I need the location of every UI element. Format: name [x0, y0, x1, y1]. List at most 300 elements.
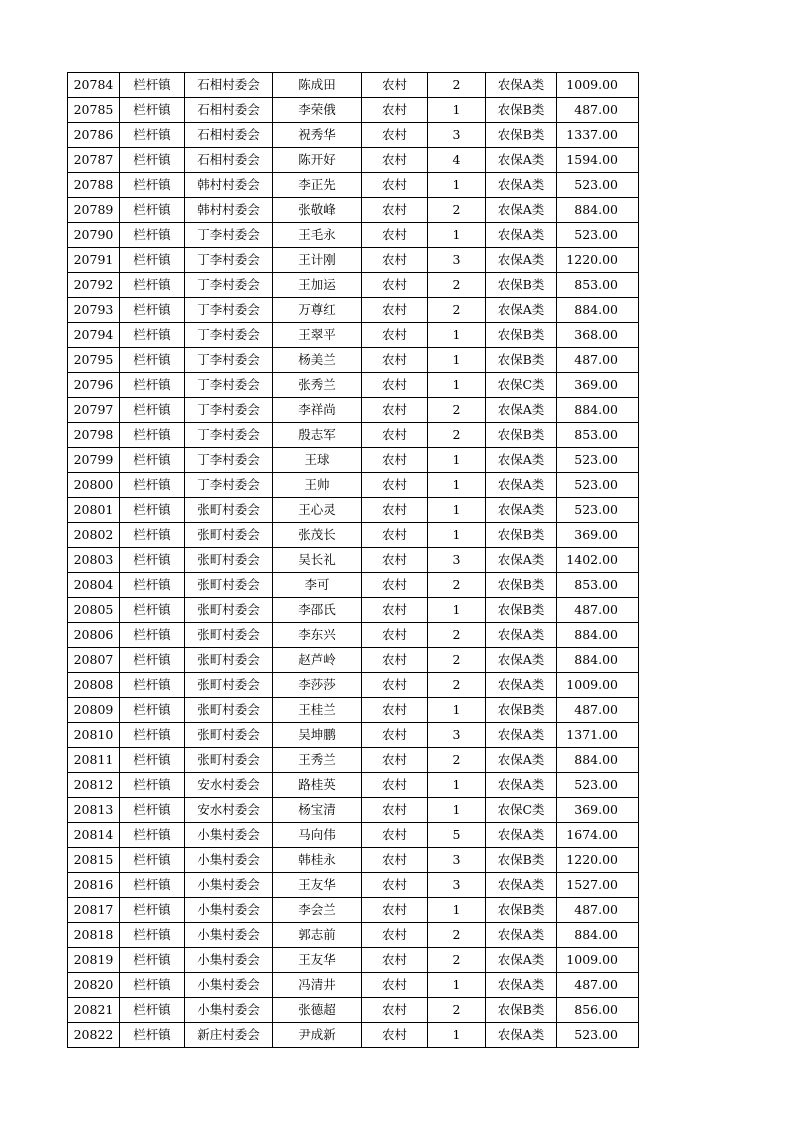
category-cell: 农保A类 — [486, 773, 557, 798]
id-cell: 20789 — [68, 198, 120, 223]
table-row — [68, 898, 639, 923]
amount-cell: 884.00 — [557, 298, 639, 323]
name-cell: 杨美兰 — [273, 348, 362, 373]
village-cell: 石相村委会 — [185, 73, 273, 98]
table-row — [68, 773, 639, 798]
table-row — [68, 923, 639, 948]
name-cell: 王友华 — [273, 948, 362, 973]
count-cell: 1 — [428, 973, 486, 998]
id-cell: 20792 — [68, 273, 120, 298]
table-row — [68, 598, 639, 623]
town-cell: 栏杆镇 — [120, 498, 185, 523]
amount-cell: 369.00 — [557, 373, 639, 398]
table-row — [68, 348, 639, 373]
count-cell: 2 — [428, 198, 486, 223]
count-cell: 1 — [428, 98, 486, 123]
table-row — [68, 223, 639, 248]
name-cell: 李荣俄 — [273, 98, 362, 123]
amount-cell: 853.00 — [557, 573, 639, 598]
id-cell: 20803 — [68, 548, 120, 573]
name-cell: 尹成新 — [273, 1023, 362, 1048]
village-cell: 丁李村委会 — [185, 373, 273, 398]
id-cell: 20794 — [68, 323, 120, 348]
amount-cell: 487.00 — [557, 348, 639, 373]
type-cell: 农村 — [362, 573, 428, 598]
village-cell: 丁李村委会 — [185, 448, 273, 473]
village-cell: 张町村委会 — [185, 498, 273, 523]
village-cell: 韩村村委会 — [185, 198, 273, 223]
name-cell: 吴坤鹏 — [273, 723, 362, 748]
village-cell: 丁李村委会 — [185, 223, 273, 248]
category-cell: 农保A类 — [486, 648, 557, 673]
town-cell: 栏杆镇 — [120, 173, 185, 198]
village-cell: 丁李村委会 — [185, 323, 273, 348]
type-cell: 农村 — [362, 248, 428, 273]
count-cell: 2 — [428, 298, 486, 323]
count-cell: 2 — [428, 273, 486, 298]
table-row — [68, 323, 639, 348]
category-cell: 农保A类 — [486, 298, 557, 323]
name-cell: 陈开好 — [273, 148, 362, 173]
table-row — [68, 473, 639, 498]
category-cell: 农保B类 — [486, 598, 557, 623]
category-cell: 农保A类 — [486, 623, 557, 648]
id-cell: 20810 — [68, 723, 120, 748]
name-cell: 杨宝清 — [273, 798, 362, 823]
category-cell: 农保B类 — [486, 273, 557, 298]
amount-cell: 1009.00 — [557, 673, 639, 698]
amount-cell: 884.00 — [557, 398, 639, 423]
name-cell: 万尊红 — [273, 298, 362, 323]
village-cell: 小集村委会 — [185, 973, 273, 998]
amount-cell: 1009.00 — [557, 73, 639, 98]
village-cell: 小集村委会 — [185, 848, 273, 873]
type-cell: 农村 — [362, 473, 428, 498]
id-cell: 20805 — [68, 598, 120, 623]
amount-cell: 856.00 — [557, 998, 639, 1023]
name-cell: 赵芦岭 — [273, 648, 362, 673]
town-cell: 栏杆镇 — [120, 723, 185, 748]
id-cell: 20806 — [68, 623, 120, 648]
amount-cell: 523.00 — [557, 773, 639, 798]
category-cell: 农保A类 — [486, 923, 557, 948]
amount-cell: 1220.00 — [557, 848, 639, 873]
town-cell: 栏杆镇 — [120, 998, 185, 1023]
category-cell: 农保A类 — [486, 473, 557, 498]
type-cell: 农村 — [362, 623, 428, 648]
name-cell: 李东兴 — [273, 623, 362, 648]
table-row — [68, 198, 639, 223]
id-cell: 20816 — [68, 873, 120, 898]
id-cell: 20812 — [68, 773, 120, 798]
town-cell: 栏杆镇 — [120, 748, 185, 773]
category-cell: 农保A类 — [486, 498, 557, 523]
table-row — [68, 448, 639, 473]
name-cell: 王毛永 — [273, 223, 362, 248]
town-cell: 栏杆镇 — [120, 973, 185, 998]
village-cell: 小集村委会 — [185, 823, 273, 848]
id-cell: 20808 — [68, 673, 120, 698]
id-cell: 20797 — [68, 398, 120, 423]
type-cell: 农村 — [362, 73, 428, 98]
type-cell: 农村 — [362, 448, 428, 473]
count-cell: 3 — [428, 848, 486, 873]
table-row — [68, 673, 639, 698]
type-cell: 农村 — [362, 273, 428, 298]
village-cell: 丁李村委会 — [185, 348, 273, 373]
category-cell: 农保A类 — [486, 973, 557, 998]
town-cell: 栏杆镇 — [120, 98, 185, 123]
village-cell: 张町村委会 — [185, 723, 273, 748]
category-cell: 农保A类 — [486, 173, 557, 198]
amount-cell: 884.00 — [557, 648, 639, 673]
count-cell: 5 — [428, 823, 486, 848]
category-cell: 农保B类 — [486, 98, 557, 123]
village-cell: 张町村委会 — [185, 598, 273, 623]
category-cell: 农保A类 — [486, 948, 557, 973]
category-cell: 农保B类 — [486, 573, 557, 598]
table-row — [68, 523, 639, 548]
id-cell: 20822 — [68, 1023, 120, 1048]
town-cell: 栏杆镇 — [120, 273, 185, 298]
type-cell: 农村 — [362, 723, 428, 748]
count-cell: 3 — [428, 873, 486, 898]
id-cell: 20821 — [68, 998, 120, 1023]
name-cell: 王帅 — [273, 473, 362, 498]
amount-cell: 1527.00 — [557, 873, 639, 898]
count-cell: 1 — [428, 473, 486, 498]
type-cell: 农村 — [362, 948, 428, 973]
table-row — [68, 498, 639, 523]
id-cell: 20786 — [68, 123, 120, 148]
town-cell: 栏杆镇 — [120, 698, 185, 723]
count-cell: 1 — [428, 1023, 486, 1048]
table-row — [68, 848, 639, 873]
id-cell: 20784 — [68, 73, 120, 98]
amount-cell: 1594.00 — [557, 148, 639, 173]
id-cell: 20798 — [68, 423, 120, 448]
town-cell: 栏杆镇 — [120, 923, 185, 948]
count-cell: 2 — [428, 998, 486, 1023]
category-cell: 农保B类 — [486, 848, 557, 873]
id-cell: 20801 — [68, 498, 120, 523]
amount-cell: 369.00 — [557, 523, 639, 548]
amount-cell: 884.00 — [557, 923, 639, 948]
category-cell: 农保C类 — [486, 373, 557, 398]
count-cell: 2 — [428, 648, 486, 673]
id-cell: 20800 — [68, 473, 120, 498]
id-cell: 20807 — [68, 648, 120, 673]
id-cell: 20787 — [68, 148, 120, 173]
category-cell: 农保B类 — [486, 698, 557, 723]
amount-cell: 1337.00 — [557, 123, 639, 148]
type-cell: 农村 — [362, 348, 428, 373]
id-cell: 20790 — [68, 223, 120, 248]
id-cell: 20811 — [68, 748, 120, 773]
name-cell: 李正先 — [273, 173, 362, 198]
amount-cell: 487.00 — [557, 698, 639, 723]
amount-cell: 1220.00 — [557, 248, 639, 273]
town-cell: 栏杆镇 — [120, 123, 185, 148]
village-cell: 石相村委会 — [185, 148, 273, 173]
town-cell: 栏杆镇 — [120, 873, 185, 898]
table-row — [68, 123, 639, 148]
name-cell: 王桂兰 — [273, 698, 362, 723]
type-cell: 农村 — [362, 998, 428, 1023]
category-cell: 农保A类 — [486, 748, 557, 773]
count-cell: 2 — [428, 923, 486, 948]
amount-cell: 487.00 — [557, 973, 639, 998]
amount-cell: 853.00 — [557, 273, 639, 298]
count-cell: 3 — [428, 548, 486, 573]
type-cell: 农村 — [362, 823, 428, 848]
type-cell: 农村 — [362, 398, 428, 423]
village-cell: 韩村村委会 — [185, 173, 273, 198]
town-cell: 栏杆镇 — [120, 773, 185, 798]
type-cell: 农村 — [362, 498, 428, 523]
amount-cell: 1009.00 — [557, 948, 639, 973]
id-cell: 20795 — [68, 348, 120, 373]
amount-cell: 523.00 — [557, 448, 639, 473]
type-cell: 农村 — [362, 548, 428, 573]
count-cell: 3 — [428, 248, 486, 273]
town-cell: 栏杆镇 — [120, 573, 185, 598]
type-cell: 农村 — [362, 698, 428, 723]
amount-cell: 1402.00 — [557, 548, 639, 573]
village-cell: 安水村委会 — [185, 798, 273, 823]
id-cell: 20813 — [68, 798, 120, 823]
count-cell: 1 — [428, 323, 486, 348]
town-cell: 栏杆镇 — [120, 623, 185, 648]
village-cell: 小集村委会 — [185, 948, 273, 973]
type-cell: 农村 — [362, 848, 428, 873]
name-cell: 王心灵 — [273, 498, 362, 523]
category-cell: 农保B类 — [486, 898, 557, 923]
table-row — [68, 623, 639, 648]
table-row — [68, 973, 639, 998]
id-cell: 20819 — [68, 948, 120, 973]
count-cell: 1 — [428, 598, 486, 623]
village-cell: 张町村委会 — [185, 623, 273, 648]
table-row — [68, 423, 639, 448]
name-cell: 李祥尚 — [273, 398, 362, 423]
type-cell: 农村 — [362, 523, 428, 548]
name-cell: 张茂长 — [273, 523, 362, 548]
table-row — [68, 148, 639, 173]
count-cell: 1 — [428, 798, 486, 823]
table-row — [68, 73, 639, 98]
village-cell: 丁李村委会 — [185, 248, 273, 273]
type-cell: 农村 — [362, 423, 428, 448]
name-cell: 张德超 — [273, 998, 362, 1023]
table-row — [68, 1023, 639, 1048]
id-cell: 20802 — [68, 523, 120, 548]
village-cell: 张町村委会 — [185, 698, 273, 723]
table-row — [68, 948, 639, 973]
count-cell: 1 — [428, 173, 486, 198]
type-cell: 农村 — [362, 598, 428, 623]
type-cell: 农村 — [362, 973, 428, 998]
count-cell: 1 — [428, 373, 486, 398]
category-cell: 农保A类 — [486, 148, 557, 173]
village-cell: 石相村委会 — [185, 98, 273, 123]
town-cell: 栏杆镇 — [120, 448, 185, 473]
amount-cell: 369.00 — [557, 798, 639, 823]
village-cell: 新庄村委会 — [185, 1023, 273, 1048]
town-cell: 栏杆镇 — [120, 598, 185, 623]
table-row — [68, 698, 639, 723]
amount-cell: 523.00 — [557, 498, 639, 523]
type-cell: 农村 — [362, 1023, 428, 1048]
amount-cell: 487.00 — [557, 598, 639, 623]
count-cell: 2 — [428, 398, 486, 423]
table-row — [68, 798, 639, 823]
amount-cell: 523.00 — [557, 173, 639, 198]
id-cell: 20809 — [68, 698, 120, 723]
table-row — [68, 298, 639, 323]
amount-cell: 368.00 — [557, 323, 639, 348]
table-row — [68, 748, 639, 773]
count-cell: 1 — [428, 773, 486, 798]
id-cell: 20791 — [68, 248, 120, 273]
amount-cell: 884.00 — [557, 748, 639, 773]
name-cell: 殷志军 — [273, 423, 362, 448]
name-cell: 李可 — [273, 573, 362, 598]
id-cell: 20814 — [68, 823, 120, 848]
table-row — [68, 998, 639, 1023]
village-cell: 小集村委会 — [185, 923, 273, 948]
town-cell: 栏杆镇 — [120, 898, 185, 923]
name-cell: 陈成田 — [273, 73, 362, 98]
table-row — [68, 873, 639, 898]
name-cell: 马向伟 — [273, 823, 362, 848]
count-cell: 1 — [428, 523, 486, 548]
category-cell: 农保A类 — [486, 398, 557, 423]
name-cell: 张敬峰 — [273, 198, 362, 223]
village-cell: 张町村委会 — [185, 748, 273, 773]
id-cell: 20818 — [68, 923, 120, 948]
count-cell: 3 — [428, 123, 486, 148]
town-cell: 栏杆镇 — [120, 323, 185, 348]
village-cell: 张町村委会 — [185, 573, 273, 598]
count-cell: 4 — [428, 148, 486, 173]
town-cell: 栏杆镇 — [120, 798, 185, 823]
name-cell: 张秀兰 — [273, 373, 362, 398]
town-cell: 栏杆镇 — [120, 473, 185, 498]
village-cell: 丁李村委会 — [185, 273, 273, 298]
type-cell: 农村 — [362, 323, 428, 348]
village-cell: 小集村委会 — [185, 998, 273, 1023]
type-cell: 农村 — [362, 748, 428, 773]
count-cell: 2 — [428, 748, 486, 773]
town-cell: 栏杆镇 — [120, 198, 185, 223]
id-cell: 20804 — [68, 573, 120, 598]
category-cell: 农保A类 — [486, 1023, 557, 1048]
table-row — [68, 823, 639, 848]
id-cell: 20796 — [68, 373, 120, 398]
town-cell: 栏杆镇 — [120, 348, 185, 373]
type-cell: 农村 — [362, 898, 428, 923]
count-cell: 2 — [428, 948, 486, 973]
name-cell: 李邵氏 — [273, 598, 362, 623]
count-cell: 1 — [428, 348, 486, 373]
table-row — [68, 648, 639, 673]
category-cell: 农保C类 — [486, 798, 557, 823]
type-cell: 农村 — [362, 873, 428, 898]
type-cell: 农村 — [362, 373, 428, 398]
count-cell: 1 — [428, 698, 486, 723]
table-body — [68, 73, 639, 1048]
table-row — [68, 248, 639, 273]
town-cell: 栏杆镇 — [120, 248, 185, 273]
category-cell: 农保B类 — [486, 348, 557, 373]
village-cell: 丁李村委会 — [185, 398, 273, 423]
id-cell: 20799 — [68, 448, 120, 473]
id-cell: 20793 — [68, 298, 120, 323]
table-row — [68, 98, 639, 123]
village-cell: 张町村委会 — [185, 648, 273, 673]
table-row — [68, 273, 639, 298]
count-cell: 1 — [428, 898, 486, 923]
amount-cell: 1371.00 — [557, 723, 639, 748]
village-cell: 张町村委会 — [185, 548, 273, 573]
name-cell: 吴长礼 — [273, 548, 362, 573]
count-cell: 2 — [428, 73, 486, 98]
count-cell: 1 — [428, 223, 486, 248]
village-cell: 丁李村委会 — [185, 473, 273, 498]
count-cell: 2 — [428, 673, 486, 698]
village-cell: 石相村委会 — [185, 123, 273, 148]
count-cell: 2 — [428, 423, 486, 448]
village-cell: 张町村委会 — [185, 673, 273, 698]
name-cell: 王友华 — [273, 873, 362, 898]
name-cell: 王翠平 — [273, 323, 362, 348]
type-cell: 农村 — [362, 298, 428, 323]
village-cell: 小集村委会 — [185, 873, 273, 898]
table-row — [68, 573, 639, 598]
category-cell: 农保A类 — [486, 873, 557, 898]
amount-cell: 487.00 — [557, 898, 639, 923]
table-row — [68, 173, 639, 198]
amount-cell: 884.00 — [557, 623, 639, 648]
category-cell: 农保A类 — [486, 548, 557, 573]
name-cell: 冯清井 — [273, 973, 362, 998]
type-cell: 农村 — [362, 148, 428, 173]
category-cell: 农保B类 — [486, 123, 557, 148]
category-cell: 农保A类 — [486, 223, 557, 248]
category-cell: 农保A类 — [486, 448, 557, 473]
category-cell: 农保B类 — [486, 998, 557, 1023]
town-cell: 栏杆镇 — [120, 148, 185, 173]
amount-cell: 487.00 — [557, 98, 639, 123]
town-cell: 栏杆镇 — [120, 423, 185, 448]
village-cell: 小集村委会 — [185, 898, 273, 923]
village-cell: 丁李村委会 — [185, 298, 273, 323]
type-cell: 农村 — [362, 223, 428, 248]
amount-cell: 1674.00 — [557, 823, 639, 848]
town-cell: 栏杆镇 — [120, 823, 185, 848]
table-row — [68, 548, 639, 573]
type-cell: 农村 — [362, 673, 428, 698]
type-cell: 农村 — [362, 923, 428, 948]
id-cell: 20820 — [68, 973, 120, 998]
subsidy-table — [67, 72, 639, 1048]
town-cell: 栏杆镇 — [120, 523, 185, 548]
name-cell: 祝秀华 — [273, 123, 362, 148]
count-cell: 1 — [428, 498, 486, 523]
name-cell: 路桂英 — [273, 773, 362, 798]
town-cell: 栏杆镇 — [120, 223, 185, 248]
